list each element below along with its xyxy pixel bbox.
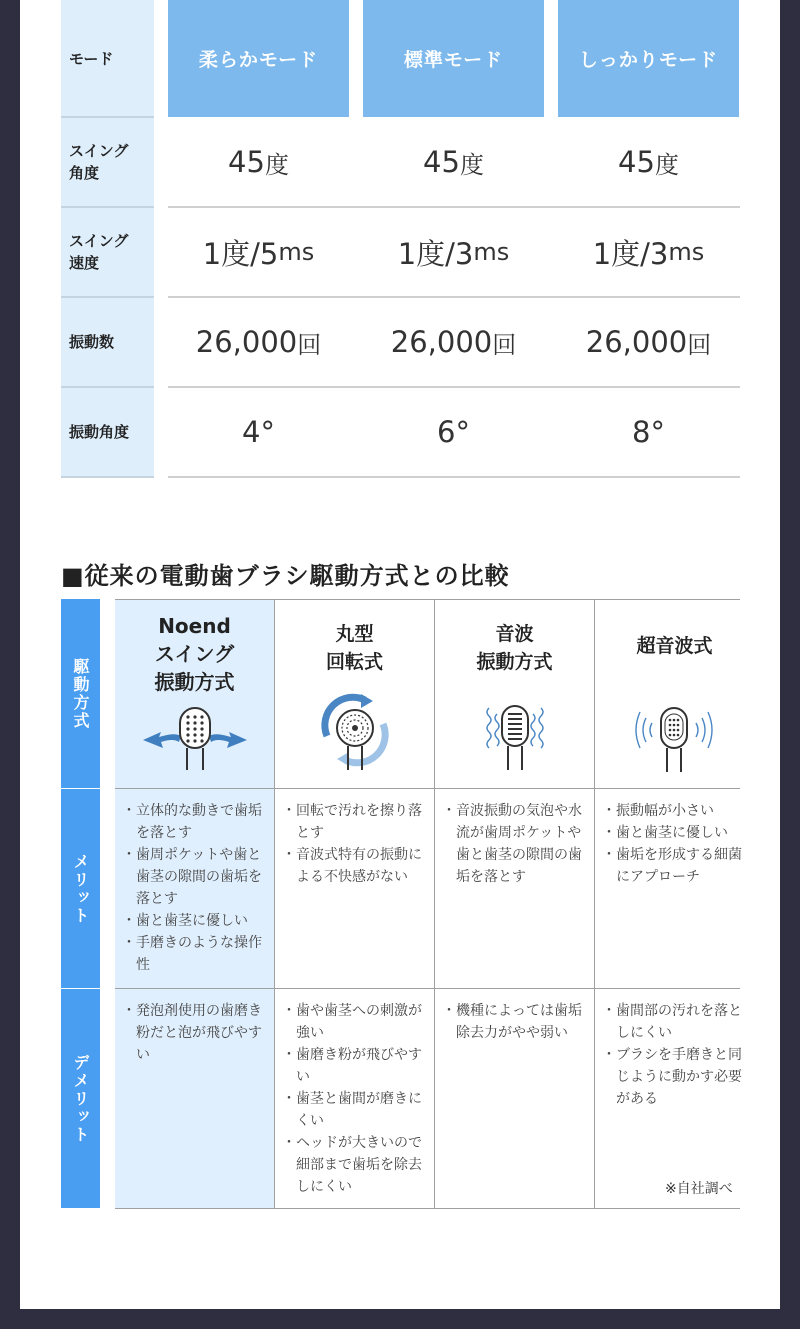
mode-header-label: 柔らかモード [198, 49, 319, 71]
grid-line [274, 599, 275, 1209]
mode-header-label: しっかりモード [578, 49, 719, 71]
list-item: ・ 機種によっては歯垢除去力がやや弱い [446, 1000, 588, 1044]
list-item: ・ 歯や歯茎への刺激が強い [286, 1000, 428, 1044]
mode-header-soft [168, 0, 349, 117]
side-label-demerit: デメリット [61, 989, 100, 1208]
swing-speed-value: 1度/3 ms [397, 236, 510, 271]
list-item: ・ 発泡剤使用の歯磨き粉だと泡が飛びやすい [126, 1000, 268, 1066]
row-header-label: 速度 [69, 254, 100, 272]
list-item: ・ ヘッドが大きいので細部まで歯垢を除去しにくい [286, 1132, 428, 1198]
swing-angle-value: 45 度 [228, 145, 289, 179]
list-item: ・ 歯茎と歯間が磨きにくい [286, 1088, 428, 1132]
grid-line [434, 599, 435, 1209]
demerit-list-noend [126, 1000, 268, 1066]
column-title-rotary: 丸型 回転式 [325, 623, 383, 673]
list-item: ・ 歯と歯茎に優しい [606, 822, 748, 844]
grid-line [115, 599, 740, 600]
mode-header-label: 標準モード [403, 49, 504, 71]
table-divider [168, 476, 740, 478]
list-item: ・ 歯垢を形成する細菌にアプローチ [606, 844, 748, 888]
demerit-list-rotary [286, 1000, 428, 1198]
swing-angle-value: 45 度 [423, 145, 484, 179]
vibrations-value: 26,000 回 [585, 325, 712, 359]
row-header-label: 振動数 [69, 333, 115, 351]
row-header-label: 振動角度 [69, 423, 130, 441]
sonic-brush-icon [475, 700, 555, 774]
grid-line [115, 1208, 740, 1209]
list-item: ・ 立体的な動きで歯垢を落とす [126, 800, 268, 844]
list-item: ・ 歯周ポケットや歯と歯茎の隙間の歯垢を落とす [126, 844, 268, 910]
vibrations-value: 26,000 回 [195, 325, 322, 359]
column-title-ultrasonic: 超音波式 [636, 635, 713, 657]
row-header-label: スイング [69, 232, 129, 250]
list-item: ・ 歯磨き粉が飛びやすい [286, 1044, 428, 1088]
row-header-vibration-angle [61, 388, 154, 476]
footnote: ※自社調べ [665, 1181, 733, 1197]
column-title-noend: Noend スイング 振動方式 [154, 614, 235, 694]
list-item: ・ 音波式特有の振動による不快感がない [286, 844, 428, 888]
rotary-brush-icon [315, 690, 395, 772]
row-header-mode [61, 0, 154, 117]
merit-list-ultrasonic [606, 800, 748, 888]
merit-list-sonic [446, 800, 588, 888]
row-divider [61, 476, 154, 478]
list-item: ・ 手磨きのような操作性 [126, 932, 268, 976]
row-header-swing-speed [61, 208, 154, 296]
demerit-list-sonic [446, 1000, 588, 1044]
vibrations-value: 26,000 回 [390, 325, 517, 359]
list-item: ・ 回転で汚れを擦り落とす [286, 800, 428, 844]
mode-header-strong [558, 0, 739, 117]
swing-speed-value: 1度/5 ms [202, 236, 315, 271]
grid-line [594, 599, 595, 1209]
content-card [20, 0, 780, 1309]
vibration-angle-value: 4° [242, 415, 275, 449]
row-header-swing-angle [61, 118, 154, 206]
ultrasonic-brush-icon [634, 702, 714, 774]
list-item: ・ 歯間部の汚れを落としにくい [606, 1000, 748, 1044]
swing-speed-value: 1度/3 ms [592, 236, 705, 271]
row-header-mode-label: モード [69, 49, 114, 68]
row-header-label: スイング [69, 142, 129, 160]
merit-list-noend [126, 800, 268, 976]
grid-line [115, 788, 740, 789]
side-label-method: 駆動方式 [61, 599, 100, 788]
vibration-angle-value: 8° [632, 415, 665, 449]
section-title: ■従来の電動歯ブラシ駆動方式との比較 [61, 562, 510, 590]
list-item: ・ 歯と歯茎に優しい [126, 910, 268, 932]
demerit-list-ultrasonic [606, 1000, 748, 1110]
merit-list-rotary [286, 800, 428, 888]
list-item: ・ 振動幅が小さい [606, 800, 748, 822]
swing-brush-icon [135, 702, 255, 774]
side-label-merit: メリット [61, 789, 100, 988]
row-header-label: 角度 [69, 164, 100, 182]
grid-line [115, 988, 740, 989]
vibration-angle-value: 6° [437, 415, 470, 449]
row-header-vibrations [61, 298, 154, 386]
list-item: ・ ブラシを手磨きと同じように動かす必要がある [606, 1044, 748, 1110]
mode-header-standard [363, 0, 544, 117]
swing-angle-value: 45 度 [618, 145, 679, 179]
column-title-sonic: 音波 振動方式 [476, 623, 553, 673]
list-item: ・ 音波振動の気泡や水流が歯周ポケットや歯と歯茎の隙間の歯垢を落とす [446, 800, 588, 888]
